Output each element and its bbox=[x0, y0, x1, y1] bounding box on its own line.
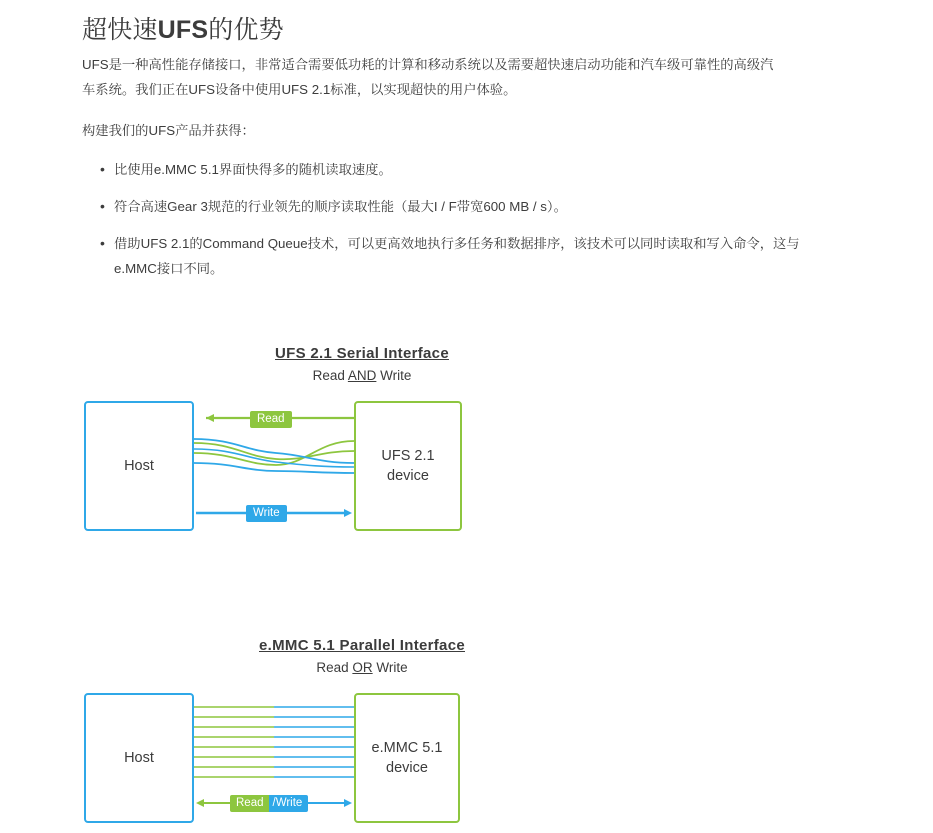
emmc-parallel-diagram bbox=[82, 637, 642, 833]
list-item: • 符合高速Gear 3规范的行业领先的顺序读取性能（最大I / F带宽600 MB / s）。 bbox=[100, 194, 814, 219]
page-title-tail: 的优势 bbox=[208, 16, 284, 44]
lead-in-paragraph: 构建我们的UFS产品并获得： bbox=[82, 123, 255, 138]
emmc-diagram-subtitle bbox=[172, 660, 552, 675]
ufs-device-label-line2: device bbox=[387, 468, 429, 484]
emmc-diagram-body bbox=[82, 693, 642, 833]
list-item: • 比使用e.MMC 5.1界面快得多的随机读取速度。 bbox=[100, 157, 814, 182]
emmc-host-label: Host bbox=[124, 750, 154, 766]
ufs-host-box bbox=[84, 401, 194, 531]
page-title bbox=[82, 0, 853, 52]
emmc-subtitle-pre: Read bbox=[316, 660, 353, 675]
ufs-subtitle-post: Write bbox=[376, 368, 412, 383]
ufs-diagram-subtitle bbox=[172, 368, 552, 383]
ufs-subtitle-emphasis: AND bbox=[347, 368, 377, 383]
emmc-device-label-line2: device bbox=[386, 760, 428, 776]
benefits-list bbox=[82, 157, 853, 281]
emmc-host-box bbox=[84, 693, 194, 823]
list-item: • 借助UFS 2.1的Command Queue技术，可以更高效地执行多任务和数据排序，该技术可以同时读取和写入命令，这与e.MMC接口不同。 bbox=[100, 231, 814, 281]
emmc-device-box bbox=[354, 693, 460, 823]
emmc-read-tag: Read bbox=[230, 795, 269, 812]
emmc-subtitle-post: Write bbox=[372, 660, 408, 675]
emmc-readwrite-tag bbox=[230, 795, 308, 812]
ufs-serial-diagram bbox=[82, 345, 642, 541]
ufs-host-label: Host bbox=[124, 458, 154, 474]
ufs-device-box bbox=[354, 401, 462, 531]
emmc-write-tag: /Write bbox=[269, 795, 309, 812]
ufs-diagram-title: UFS 2.1 Serial Interface bbox=[275, 345, 449, 362]
ufs-subtitle-pre: Read bbox=[312, 368, 348, 383]
emmc-diagram-title: e.MMC 5.1 Parallel Interface bbox=[259, 637, 465, 654]
ufs-diagram-body bbox=[82, 401, 642, 541]
ufs-device-label-line1: UFS 2.1 bbox=[381, 448, 435, 464]
intro-paragraph: UFS是一种高性能存储接口，非常适合需要低功耗的计算和移动系统以及需要超快速启动功能和汽车级可靠性的高级汽车系统。我们正在UFS设备中使用UFS 2.1标准，以实现超快的用户体验。 bbox=[82, 57, 774, 97]
emmc-subtitle-emphasis: OR bbox=[352, 660, 373, 675]
spacer bbox=[82, 541, 853, 637]
emmc-device-label-line1: e.MMC 5.1 bbox=[371, 740, 443, 756]
spacer bbox=[82, 293, 853, 345]
ufs-device-label bbox=[381, 446, 434, 486]
ufs-read-tag: Read bbox=[250, 411, 292, 428]
emmc-device-label bbox=[372, 738, 443, 778]
ufs-write-tag: Write bbox=[246, 505, 287, 522]
page-title-bold: UFS bbox=[157, 16, 209, 44]
page-title-plain: 超快速 bbox=[82, 16, 158, 44]
